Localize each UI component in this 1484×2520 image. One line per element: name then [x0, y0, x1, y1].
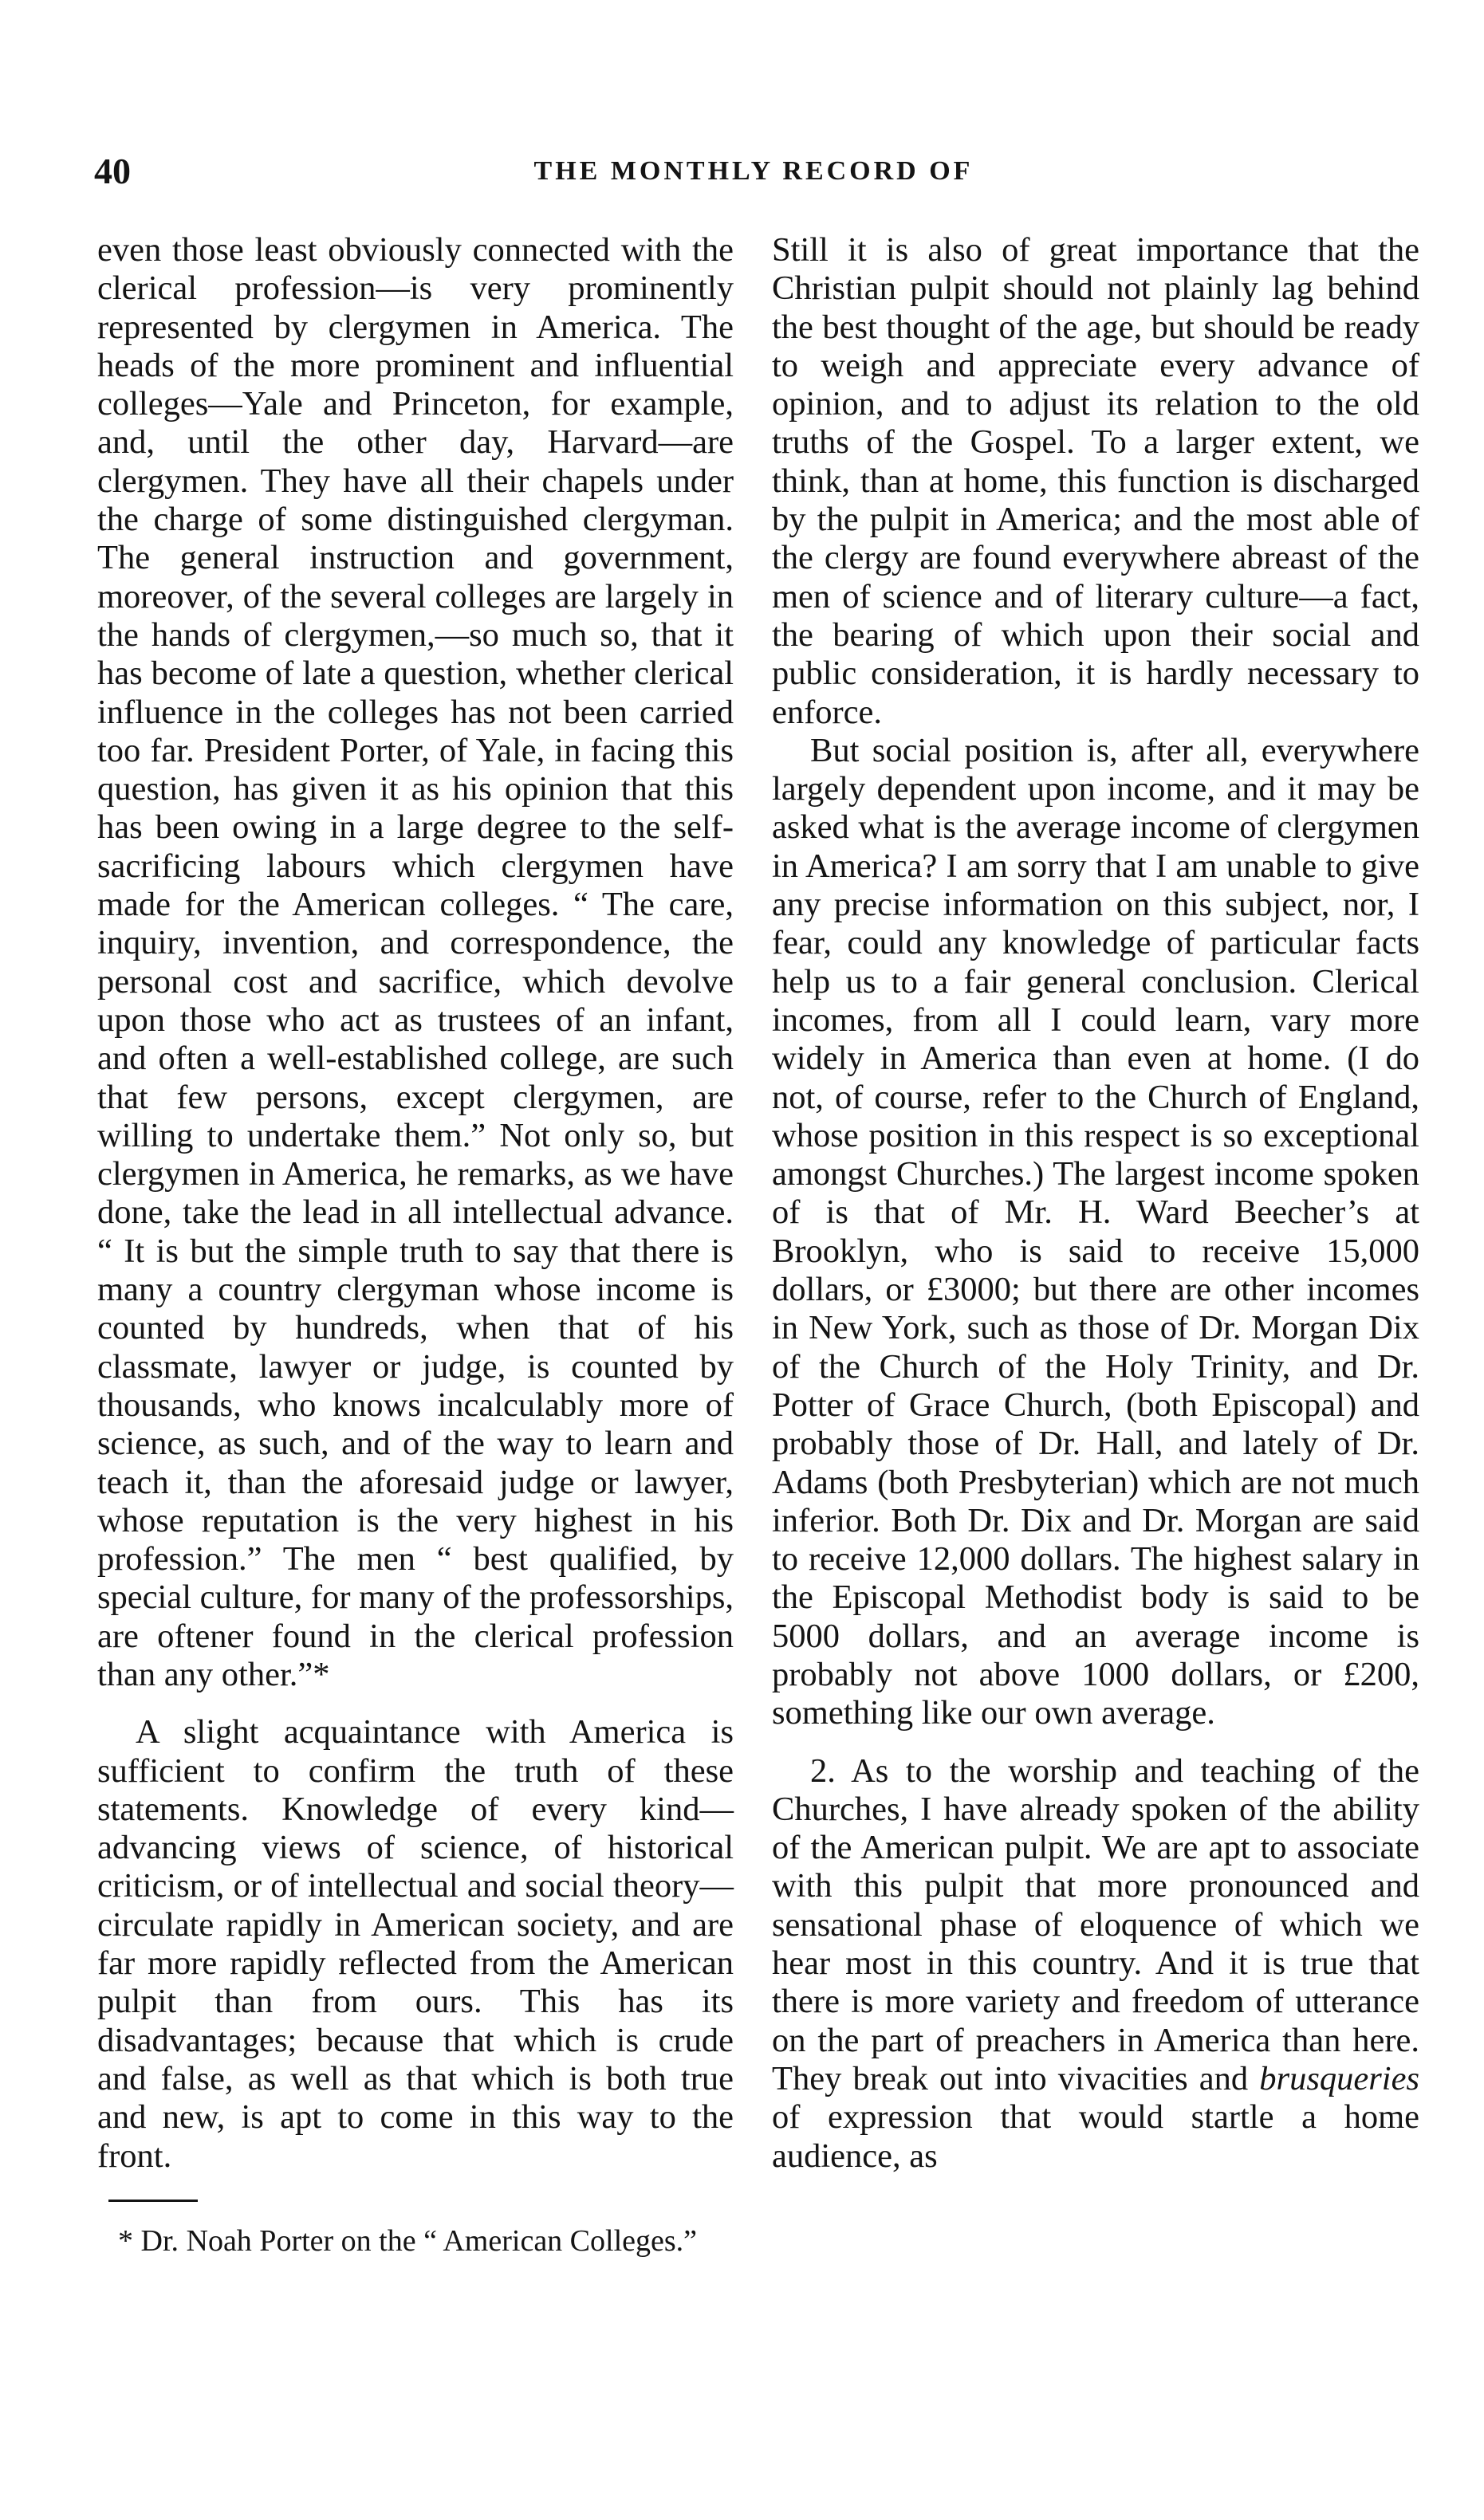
right-paragraph-3-text-a: 2. As to the worship and teaching of the Churches, I have already spoken of the ability of the American pulpit. We are apt to associate with this pulpit that more pronounced and sensational phase of eloquence of which we hear most in this country. And it is true that there is more variety and freedom of utterance on the part of preachers in America than here. They break out into vivacities and	[772, 1751, 1419, 2097]
right-column	[772, 231, 1419, 2176]
right-paragraph-3-text-b: of expression that would startle a home audience, as	[772, 2098, 1419, 2175]
left-column	[97, 231, 734, 2259]
left-paragraph-2: A slight acquaintance with America is sufficient to confirm the truth of these statements. Knowledge of every kind—advancing views of science, of historical criticism, or of intellectual and social theory—circulate rapidly in American society, and are far more rapidly reflected from the American pulpit than from ours. This has its disadvantages; because that which is crude and false, as well as that which is both true and new, is apt to come in this way to the front.	[97, 1713, 734, 2175]
footnote: * Dr. Noah Porter on the “ American Colleges.”	[118, 2223, 698, 2258]
right-paragraph-1: Still it is also of great importance that the Christian pulpit should not plainly lag behind the best thought of the age, but should be ready to weigh and appreciate every advance of opinion, and to adjust its relation to the old truths of the Gospel. To a larger extent, we think, than at home, this function is discharged by the pulpit in America; and the most able of the clergy are found everywhere abreast of the men of science and of literary culture—a fact, the bearing of which upon their social and public consideration, it is hardly necessary to enforce.	[772, 231, 1419, 731]
left-paragraph-1: even those least obviously connected with the clerical profession—is very prominently represented by clergymen in America. The heads of the more prominent and influential colleges—Yale and Princeton, for example, and, until the other day, Harvard—are clergymen. They have all their chapels under the charge of some distinguished clergyman. The general instruction and government, moreover, of the several colleges are largely in the hands of clergymen,—so much so, that it has become of late a question, whether clerical influence in the colleges has not been carried too far. President Porter, of Yale, in facing this question, has given it as his opinion that this has been owing in a large degree to the self-sacrificing labours which clergymen have made for the American colleges. “ The care, inquiry, invention, and correspondence, the personal cost and sacrifice, which devolve upon those who act as trustees of an infant, and often a well-established college, are such that few persons, except clergymen, are willing to undertake them.” Not only so, but clergymen in America, he remarks, as we have done, take the lead in all intellectual advance. “ It is but the simple truth to say that there is many a country clergyman whose income is counted by hundreds, when that of his classmate, lawyer or judge, is counted by thousands, who knows incalculably more of science, as such, and of the way to learn and teach it, than the aforesaid judge or lawyer, whose reputation is the very highest in his profession.” The men “ best qualified, by special culture, for many of the professorships, are oftener found in the clerical profession than any other.”*	[97, 231, 734, 1693]
footnote-rule	[108, 2200, 198, 2202]
right-paragraph-2: But social position is, after all, everywhere largely dependent upon income, and it may be asked what is the average income of clergymen in America? I am sorry that I am unable to give any precise information on this subject, nor, I fear, could any knowledge of particular facts help us to a fair general conclusion. Clerical incomes, from all I could learn, vary more widely in America than even at home. (I do not, of course, refer to the Church of England, whose position in this respect is so exceptional amongst Churches.) The largest income spoken of is that of Mr. H. Ward Beecher’s at Brooklyn, who is said to receive 15,000 dollars, or £3000; but there are other incomes in New York, such as those of Dr. Morgan Dix of the Church of the Holy Trinity, and Dr. Potter of Grace Church, (both Episcopal) and probably those of Dr. Hall, and lately of Dr. Adams (both Presbyterian) which are not much inferior. Both Dr. Dix and Dr. Morgan are said to receive 12,000 dollars. The highest salary in the Episcopal Methodist body is said to be 5000 dollars, and an average income is probably not above 1000 dollars, or £200, something like our own average.	[772, 731, 1419, 1732]
page-header	[94, 150, 1413, 198]
page-number: 40	[94, 151, 131, 191]
right-paragraph-3	[772, 1752, 1419, 2176]
right-paragraph-3-italic: brusqueries	[1259, 2059, 1419, 2097]
running-title: THE MONTHLY RECORD OF	[533, 156, 974, 186]
